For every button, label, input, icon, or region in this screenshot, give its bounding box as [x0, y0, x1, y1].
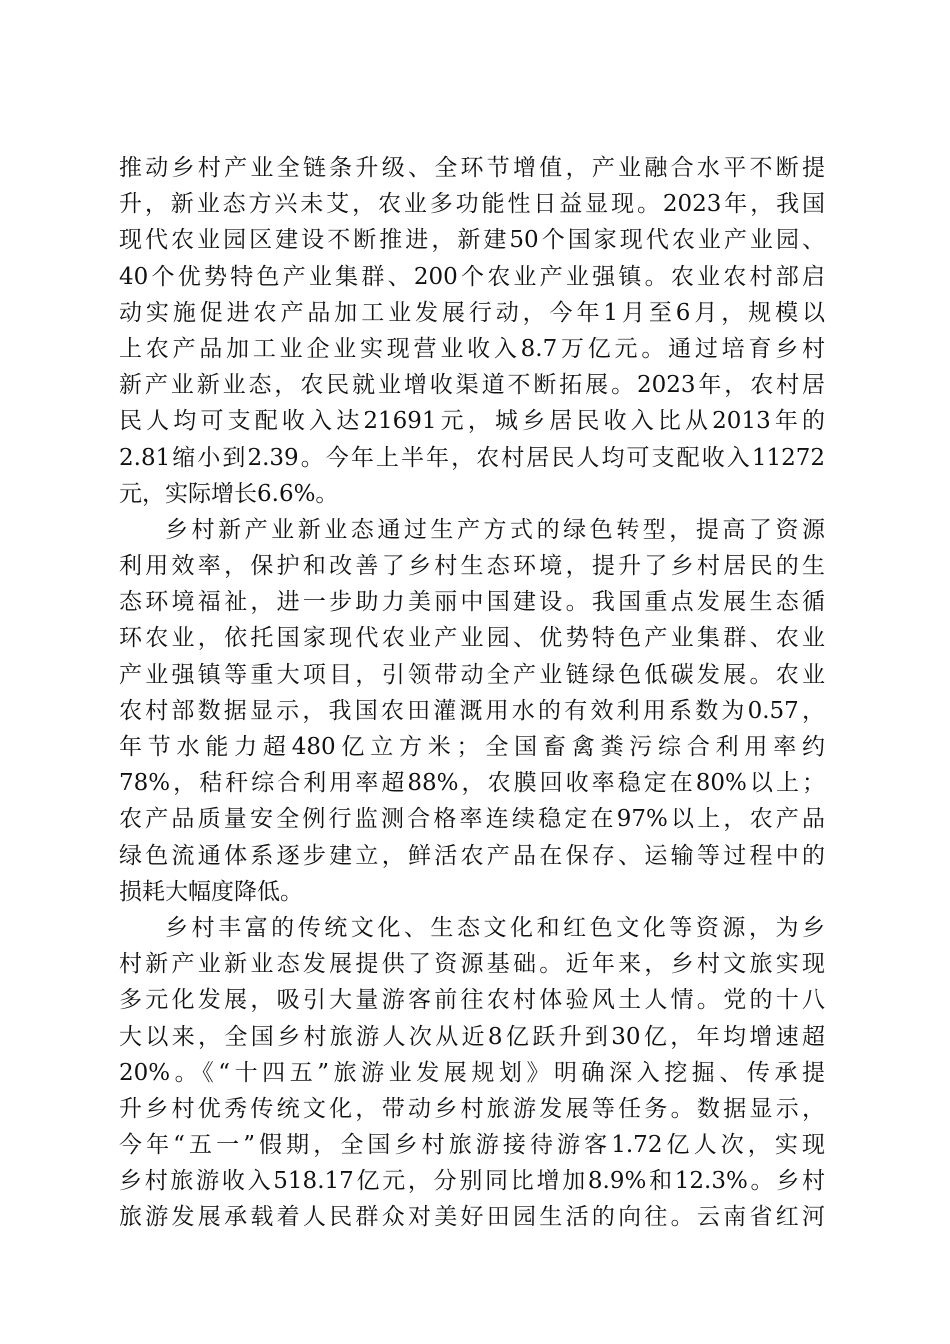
text-line: 村新产业新业态发展提供了资源基础。近年来，乡村文旅实现 — [119, 951, 825, 978]
text-line: 年节水能力超480亿立方米；全国畜禽粪污综合利用率约 — [119, 734, 825, 760]
text-line: 升乡村优秀传统文化，带动乡村旅游发展等任务。数据显示， — [119, 1095, 825, 1122]
text-line: 现代农业园区建设不断推进，新建50个国家现代农业产业园、 — [119, 227, 825, 254]
text-line: 多元化发展，吸引大量游客前往农村体验风土人情。党的十八 — [119, 987, 825, 1014]
text-line: 民人均可支配收入达21691元，城乡居民收入比从2013年的 — [119, 408, 825, 435]
text-line: 上农产品加工业企业实现营业收入8.7万亿元。通过培育乡村 — [119, 335, 825, 362]
text-line: 损耗大幅度降低。 — [119, 878, 303, 905]
text-line: 大以来，全国乡村旅游人次从近8亿跃升到30亿，年均增速超 — [119, 1023, 825, 1050]
text-line: 推动乡村产业全链条升级、全环节增值，产业融合水平不断提 — [119, 155, 825, 181]
text-line: 40个优势特色产业集群、200个农业产业强镇。农业农村部启 — [119, 263, 825, 290]
text-line: 2.81缩小到2.39。今年上半年，农村居民人均可支配收入11272 — [119, 444, 825, 471]
text-line: 绿色流通体系逐步建立，鲜活农产品在保存、运输等过程中的 — [119, 842, 825, 869]
text-line: 元，实际增长6.6%。 — [119, 480, 339, 507]
body-text — [119, 150, 825, 1236]
text-line: 农村部数据显示，我国农田灌溉用水的有效利用系数为0.57， — [119, 697, 825, 724]
text-line: 新产业新业态，农民就业增收渠道不断拓展。2023年，农村居 — [119, 372, 825, 399]
text-line: 乡村旅游收入518.17亿元，分别同比增加8.9%和12.3%。乡村 — [119, 1168, 825, 1195]
text-line: 态环境福祉，进一步助力美丽中国建设。我国重点发展生态循 — [119, 589, 825, 616]
text-line: 动实施促进农产品加工业发展行动，今年1月至6月，规模以 — [119, 299, 825, 326]
text-line: 升，新业态方兴未艾，农业多功能性日益显现。2023年，我国 — [119, 191, 825, 218]
text-line: 产业强镇等重大项目，引领带动全产业链绿色低碳发展。农业 — [119, 661, 825, 688]
text-line: 今年“五一”假期，全国乡村旅游接待游客1.72亿人次，实现 — [119, 1132, 825, 1159]
text-line: 乡村新产业新业态通过生产方式的绿色转型，提高了资源 — [165, 516, 825, 543]
text-line: 农产品质量安全例行监测合格率连续稳定在97%以上，农产品 — [119, 806, 825, 833]
text-line: 旅游发展承载着人民群众对美好田园生活的向往。云南省红河 — [119, 1204, 825, 1231]
text-line: 乡村丰富的传统文化、生态文化和红色文化等资源，为乡 — [165, 914, 825, 941]
text-line: 20%。《“十四五”旅游业发展规划》明确深入挖掘、传承提 — [119, 1059, 825, 1086]
text-line: 利用效率，保护和改善了乡村生态环境，提升了乡村居民的生 — [119, 553, 825, 580]
text-line: 78%，秸秆综合利用率超88%，农膜回收率稳定在80%以上； — [119, 770, 825, 797]
text-line: 环农业，依托国家现代农业产业园、优势特色产业集群、农业 — [119, 625, 825, 652]
